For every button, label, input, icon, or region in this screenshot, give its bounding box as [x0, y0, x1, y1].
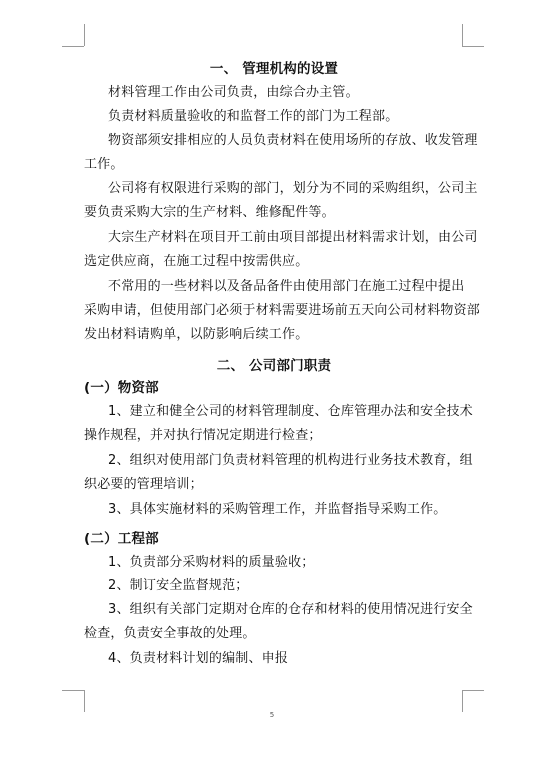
crop-mark-bottom-right-v: [462, 690, 463, 712]
crop-mark-bottom-right-h: [462, 690, 484, 691]
paragraph-line: 不常用的一些材料以及备品备件由使用部门在施工过程中提出: [108, 279, 465, 294]
paragraph-line: 公司将有权限进行采购的部门，划分为不同的采购组织，公司主: [108, 181, 478, 196]
paragraph-line: 负责材料质量验收的和监督工作的部门为工程部。: [108, 109, 399, 124]
crop-mark-top-right-v: [462, 24, 463, 46]
list-item-line: 1、建立和健全公司的材料管理制度、仓库管理办法和安全技术: [108, 404, 473, 419]
crop-mark-bottom-left-h: [62, 690, 84, 691]
paragraph-line: 发出材料请购单，以防影响后续工作。: [84, 327, 309, 342]
crop-mark-top-right-h: [462, 46, 484, 47]
crop-mark-bottom-left-v: [84, 690, 85, 712]
page-number: 5: [269, 711, 275, 719]
paragraph-line: 工作。: [84, 157, 124, 172]
paragraph-line: 物资部须安排相应的人员负责材料在使用场所的存放、收发管理: [108, 133, 478, 148]
list-item-line: 操作规程，并对执行情况定期进行检查；: [84, 428, 322, 443]
section2-title: 二、 公司部门职责: [216, 358, 332, 374]
list-item-line: 3、组织有关部门定期对仓库的仓存和材料的使用情况进行安全: [108, 602, 473, 617]
section1-title: 一、 管理机构的设置: [209, 61, 339, 77]
subsection2-title: (二）工程部: [84, 531, 159, 547]
paragraph-line: 要负责采购大宗的生产材料、维修配件等。: [84, 205, 335, 220]
list-item-line: 1、负责部分采购材料的质量验收；: [108, 555, 315, 570]
list-item-line: 检查，负责安全事故的处理。: [84, 626, 256, 641]
list-item-line: 织必要的管理培训；: [84, 477, 203, 492]
list-item-line: 3、具体实施材料的采购管理工作，并监督指导采购工作。: [108, 502, 447, 517]
list-item-line: 2、组织对使用部门负责材料管理的机构进行业务技术教育，组: [108, 453, 473, 468]
paragraph-line: 选定供应商，在施工过程中按需供应。: [84, 254, 309, 269]
crop-mark-top-left-h: [62, 46, 84, 47]
paragraph-line: 大宗生产材料在项目开工前由项目部提出材料需求计划，由公司: [108, 230, 478, 245]
list-item-line: 4、负责材料计划的编制、申报: [108, 651, 289, 666]
paragraph-line: 材料管理工作由公司负责，由综合办主管。: [108, 85, 359, 100]
paragraph-line: 采购申请，但使用部门必须于材料需要进场前五天向公司材料物资部: [84, 303, 481, 318]
list-item-line: 2、制订安全监督规范；: [108, 578, 249, 593]
subsection1-title: (一）物资部: [84, 380, 159, 396]
crop-mark-top-left-v: [84, 24, 85, 46]
